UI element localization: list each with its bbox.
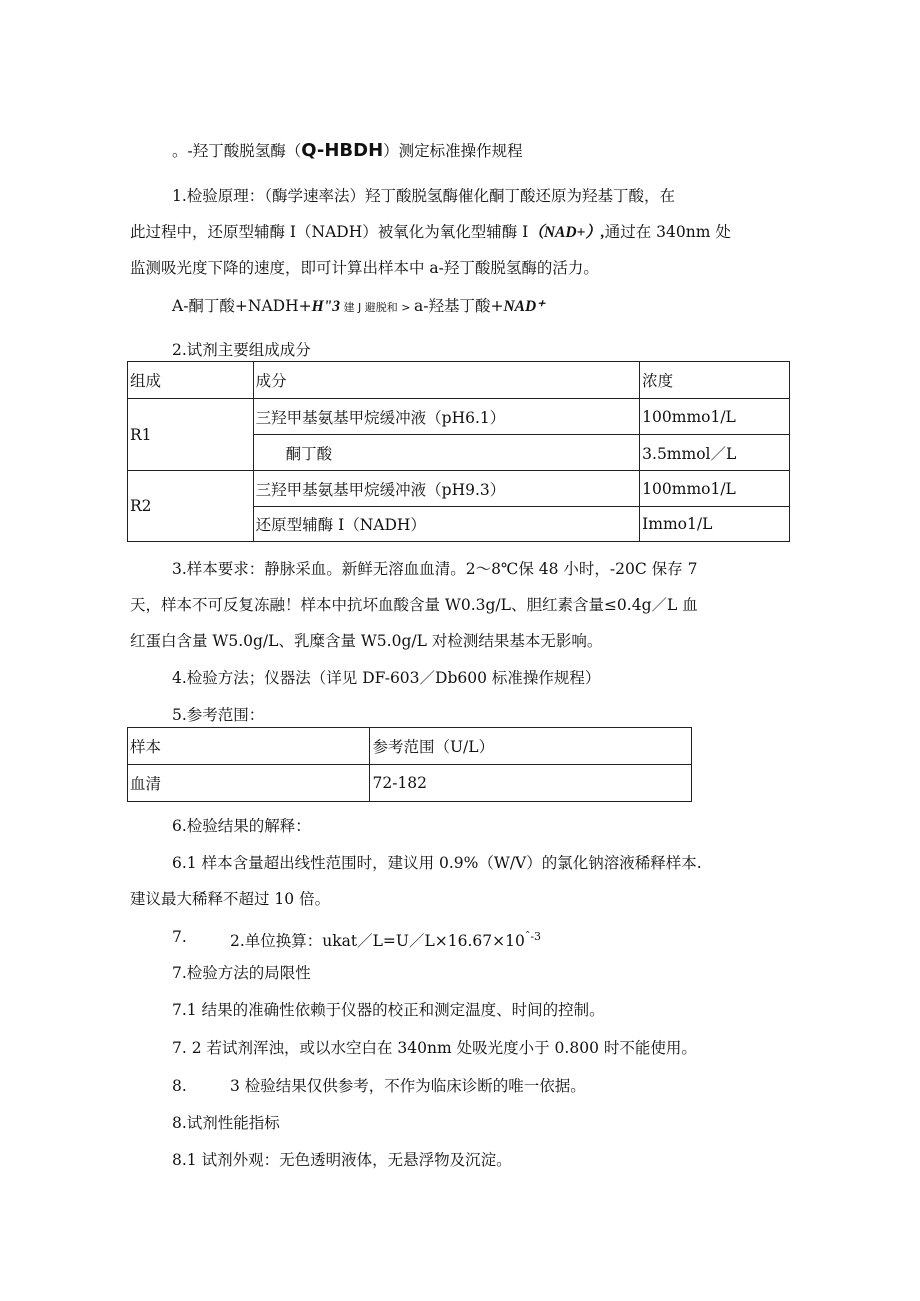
limitation-7-3: 3 检验结果仅供参考，不作为临床诊断的唯一依据。 <box>230 1077 586 1095</box>
reagent-table <box>127 361 790 542</box>
r1-ingredient-1: 三羟甲基氨基甲烷缓冲液（pH6.1） <box>253 399 640 435</box>
equation-part-c: 建 J 避脱和 > <box>340 301 414 314</box>
page-title <box>172 141 523 161</box>
equation-part-a: A-酮丁酸+NADH+ <box>172 297 312 315</box>
limitation-7-1: 7.1 结果的准确性依赖于仪器的校正和测定温度、时间的控制。 <box>172 1001 605 1019</box>
principle-line-2a: 此过程中，还原型辅酶 I（NADH）被氧化为氧化型辅酶 I <box>130 223 529 241</box>
section-8-heading: 8.试剂性能指标 <box>172 1114 280 1132</box>
nad-plus-text: （NAD+）, <box>528 224 605 241</box>
r2-ingredient-1: 三羟甲基氨基甲烷缓冲液（pH9.3） <box>253 471 640 507</box>
reference-range-table <box>127 727 692 802</box>
limitation-7-2: 7. 2 若试剂浑浊，或以水空白在 340nm 处吸光度小于 0.800 时不能使用。 <box>172 1039 697 1057</box>
interpretation-line-2: 建议最大稀释不超过 10 倍。 <box>130 890 331 908</box>
unit-conversion-line <box>230 927 541 951</box>
header-reference-range: 参考范围（U/L） <box>370 728 692 765</box>
table-row <box>128 399 790 435</box>
method-line: 4.检验方法；仪器法（详见 DF-603／Db600 标准操作规程） <box>172 669 601 687</box>
header-ingredient: 成分 <box>253 362 640 399</box>
title-abbrev: Q-HBDH <box>301 140 384 161</box>
unit-conversion-exponent: ˆ-3 <box>524 930 542 943</box>
sample-req-line-3: 红蛋白含量 W5.0g/L、乳糜含量 W5.0g/L 对检测结果基本无影响。 <box>130 632 603 650</box>
r2-ingredient-2: 还原型辅酶 I（NADH） <box>253 507 640 542</box>
equation-part-d: a-羟基丁酸+ <box>413 297 504 315</box>
range-value: 72-182 <box>370 765 692 802</box>
equation-part-b: H"3 <box>311 298 341 315</box>
title-suffix: ）测定标准操作规程 <box>383 142 523 160</box>
r2-concentration-2: Immo1/L <box>640 507 790 542</box>
principle-line-1: 1.检验原理：（酶学速率法）羟丁酸脱氢酶催化酮丁酸还原为羟基丁酸，在 <box>172 187 676 205</box>
r2-concentration-1: 100mmo1/L <box>640 471 790 507</box>
equation-part-e: NAD⁺ <box>503 298 545 315</box>
sample-req-line-2: 天，样本不可反复冻融！样本中抗坏血酸含量 W0.3g/L、胆红素含量≤0.4g／L 血 <box>130 596 698 614</box>
r1-ingredient-2: 酮丁酸 <box>253 435 640 471</box>
table-row <box>128 765 692 802</box>
header-sample: 样本 <box>128 728 370 765</box>
unit-conversion-text: 2.单位换算：ukat／L=U／L×16.67×10 <box>230 932 525 951</box>
section-6-heading: 6.检验结果的解释： <box>172 817 311 835</box>
principle-line-2c: 通过在 340nm 处 <box>604 223 731 241</box>
r1-concentration-1: 100mmo1/L <box>640 399 790 435</box>
r2-label: R2 <box>128 471 254 542</box>
r1-label: R1 <box>128 399 254 471</box>
limitation-7-3-number: 8. <box>172 1077 187 1095</box>
table-header-row <box>128 728 692 765</box>
principle-line-3: 监测吸光度下降的速度，即可计算出样本中 a-羟丁酸脱氢酶的活力。 <box>130 259 599 277</box>
header-concentration: 浓度 <box>640 362 790 399</box>
header-component: 组成 <box>128 362 254 399</box>
table-header-row <box>128 362 790 399</box>
performance-8-1: 8.1 试剂外观：无色透明液体，无悬浮物及沉淀。 <box>172 1151 512 1169</box>
reaction-equation <box>172 296 544 318</box>
title-prefix: 。-羟丁酸脱氢酶（ <box>172 142 302 160</box>
principle-line-2 <box>130 222 731 243</box>
section-2-heading: 2.试剂主要组成成分 <box>172 341 311 359</box>
sample-req-line-1: 3.样本要求：静脉采血。新鲜无溶血血清。2～8℃保 48 小时，-20C 保存 7 <box>172 560 698 578</box>
interpretation-line-1: 6.1 样本含量超出线性范围时，建议用 0.9%（W/V）的氯化钠溶液稀释样本. <box>172 854 702 872</box>
section-5-heading: 5.参考范围： <box>172 706 265 724</box>
r1-concentration-2: 3.5mmol／L <box>640 435 790 471</box>
unit-conversion-number: 7. <box>172 928 187 946</box>
sample-value: 血清 <box>128 765 370 802</box>
table-row <box>128 471 790 507</box>
section-7-heading: 7.检验方法的局限性 <box>172 964 311 982</box>
